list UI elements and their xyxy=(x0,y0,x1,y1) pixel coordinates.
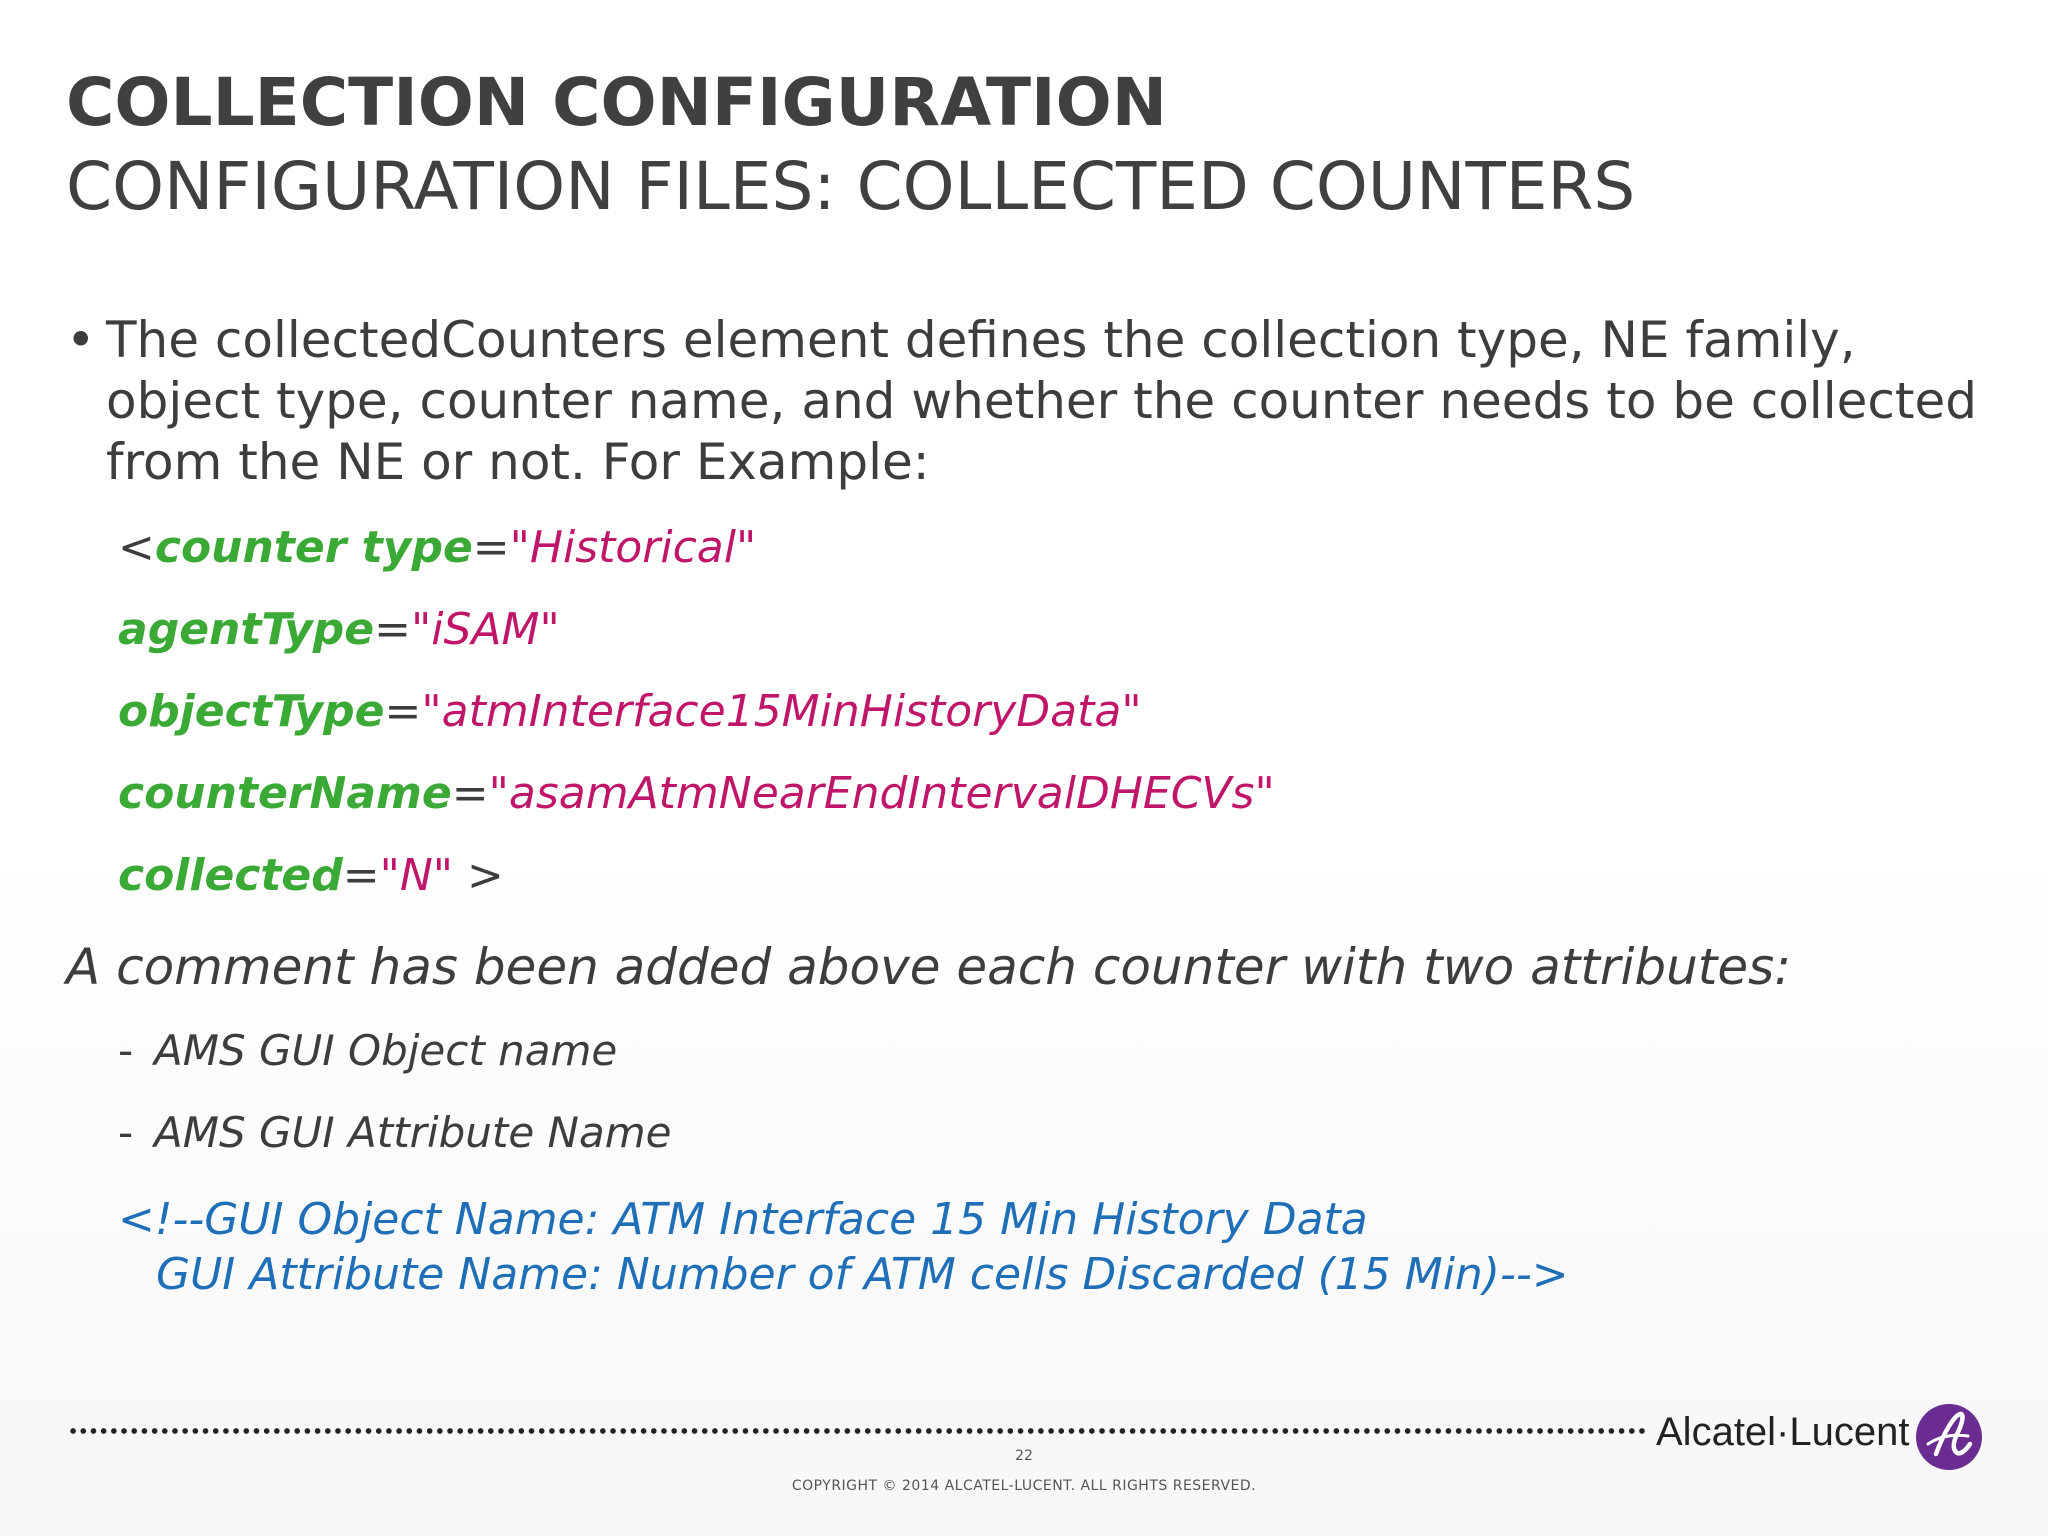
dash-item-label: AMS GUI Object name xyxy=(154,1026,618,1075)
bullet-marker: • xyxy=(66,311,96,369)
dash-marker: - xyxy=(118,1108,134,1157)
footer-dotted-divider xyxy=(68,1426,1648,1436)
bullet-text: The collectedCounters element defines the collection type, NE family, object type, counter name, and whether the counter needs to be collected from the NE or not. For Example: xyxy=(106,311,1977,491)
slide-title: COLLECTION CONFIGURATION xyxy=(66,64,1167,141)
code-line-counter-name xyxy=(118,768,1275,819)
bullet-paragraph xyxy=(66,310,1996,493)
code-attr-collected: collected xyxy=(118,850,343,901)
code-value-collected: "N" xyxy=(379,850,454,901)
code-value-object-type: "atmInterface15MinHistoryData" xyxy=(421,686,1142,737)
code-line-collected xyxy=(118,850,504,901)
dash-item-label: AMS GUI Attribute Name xyxy=(154,1108,672,1157)
page-number: 22 xyxy=(1015,1448,1033,1464)
code-equals: = xyxy=(451,768,489,819)
code-value-counter-name: "asamAtmNearEndIntervalDHECVs" xyxy=(488,768,1275,819)
code-attr-agent-type: agentType xyxy=(118,604,375,655)
dash-item-gui-attribute-name xyxy=(118,1108,671,1157)
code-close-bracket: > xyxy=(453,850,504,901)
code-line-object-type xyxy=(118,686,1142,737)
comment-heading: A comment has been added above each counter with two attributes: xyxy=(66,938,1792,996)
dash-marker: - xyxy=(118,1026,134,1075)
xml-comment-example xyxy=(118,1192,1569,1302)
code-open-bracket: < xyxy=(118,522,155,573)
code-equals: = xyxy=(342,850,380,901)
company-logo-text: Alcatel·Lucent xyxy=(1656,1410,1910,1454)
dash-item-gui-object-name xyxy=(118,1026,617,1075)
code-attr-object-type: objectType xyxy=(118,686,385,737)
code-equals: = xyxy=(374,604,412,655)
copyright-notice: COPYRIGHT © 2014 ALCATEL-LUCENT. ALL RIGHTS RESERVED. xyxy=(791,1478,1257,1494)
code-attr-counter-name: counterName xyxy=(118,768,452,819)
code-line-agent-type xyxy=(118,604,560,655)
code-equals: = xyxy=(472,522,510,573)
code-value-isam: "iSAM" xyxy=(411,604,560,655)
code-line-counter-type xyxy=(118,522,756,573)
code-attr-counter-type: counter type xyxy=(154,522,473,573)
xml-comment-line-2: GUI Attribute Name: Number of ATM cells Discarded (15 Min)--> xyxy=(156,1249,1569,1300)
code-value-historical: "Historical" xyxy=(509,522,757,573)
code-equals: = xyxy=(384,686,422,737)
slide-subtitle: CONFIGURATION FILES: COLLECTED COUNTERS xyxy=(66,148,1636,225)
xml-comment-line-1: <!--GUI Object Name: ATM Interface 15 Min History Data xyxy=(118,1194,1368,1245)
